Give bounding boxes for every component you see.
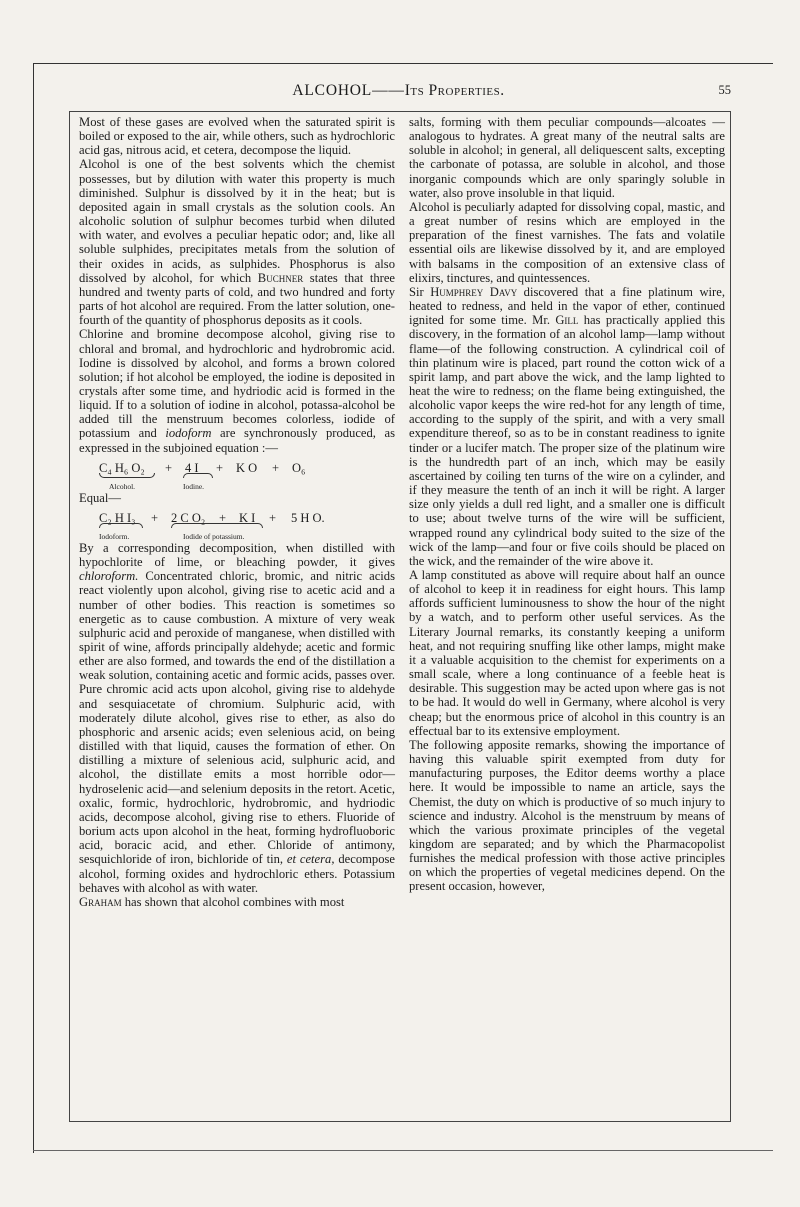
running-header [66,80,731,104]
right-column [409,115,725,894]
eq1-caption-1: Alcohol. [109,481,136,491]
left-p4-italic-2: et cetera, [286,852,335,867]
page-number: 55 [718,83,731,97]
page-border-top [33,63,773,64]
eq2-brace-1 [99,523,143,528]
right-p3-text-c: has practically applied this discovery, in the formation of an alcohol lamp—lamp without flame—of the following construction. A cylindrical coil of thin platinum wire is placed, part round the cotton wick of a spirit lamp, and part above the wick, and the lamp lighted to heat the wire to redness; on the flame being extinguished, the alcoholic vapor keeps the wire red-hot for any length of time, according to the supply of the spirit, and with a very small expenditure thereof, so as to be in constant readiness to ignite tinder or a lucifer match. The proper size of the platinum wire is the hundredth part of an inch, which may be easily ascertained by coiling ten turns of the wire on a cylinder, and if they measure the tenth of an inch it will be right. A larger size only yields a dull red light, and a smaller one is difficult to use; about twelve turns of the wire will be sufficient, wrapped round any cylindrical body suited to the size of the wick of the lamp—and four or five coils should be placed on the wick, and the remainder of the wire above it. [409,313,725,568]
right-p3-name-2: Gill [555,313,579,328]
eq2-plus-3: + [269,510,277,525]
left-paragraph-5 [79,895,395,909]
equal-label: Equal— [79,490,121,505]
right-paragraph-1: salts, forming with them peculiar compounds—alcoates —analogous to hydrates. A great many of the neutral salts are soluble in alcohol; in general, all deliquescent salts, excepting the carbonate of potassa, are soluble in alcohol, and those inorganic compounds which are only sparingly soluble in water, also prove insoluble in that liquid. [409,115,725,200]
eq1-plus-2: + [216,460,224,475]
right-p3-text-b: discovered that a fine platinum wire, heated to redness, and held in the vapor of ether, continued ignited for some time. Mr. [409,284,725,328]
left-p4-text-a: By a corresponding decomposition, when distilled with hypochlorite of lime, or bleaching powder, it gives [79,540,395,570]
right-paragraph-2: Alcohol is peculiarly adapted for dissolving copal, mastic, and a great number of resins which are employed in the preparation of the finest varnishes. The fats and volatile essential oils are likewise dissolved by it, and are employed with balsams in the composition of an extensive class of elixirs, tinctures, and quintessences. [409,199,725,285]
eq1-brace-1 [99,473,155,478]
running-title-dash: —— [372,82,405,99]
running-title [66,82,731,100]
page-border-bottom [33,1150,773,1151]
eq2-term-3: K I [239,510,256,525]
left-p3-text-a: Chlorine and bromine decompose alcohol, giving rise to chloral and bromal, and hydrochloric and hydrobromic acid. Iodine is dissolved by alcohol, and forms a brown colored solution; if hot alcohol be employed, the iodine is deposited in crystals after some time, and hydriodic acid is formed in the liquid. If to a solution of iodine in alcohol, potassa-alcohol be added till the menstruum becomes colorless, iodide of potassium and [79,327,395,441]
right-p3-name-1: Humphrey Davy [430,284,518,299]
equation-1 [79,461,395,489]
left-paragraph-3 [79,327,395,454]
left-paragraph-1: Most of these gases are evolved when the saturated spirit is boiled or exposed to the air, while others, such as hydrochloric acid gas, nitrous acid, et cetera, decompose the liquid. [79,115,395,158]
eq2-plus-2: + [219,510,227,525]
right-paragraph-3 [409,285,725,568]
running-title-main: ALCOHOL [292,82,373,99]
left-p2-text-b: states that three hundred and twenty parts of cold, and two hundred and forty parts of hot alcohol are required. From the latter solution, one-fourth of the quantity of phosphorus deposits as it cools. [79,270,395,328]
eq2-term-2: 2 C O₂ [171,510,206,525]
eq2-brace-2 [171,523,263,528]
left-p5-text: has shown that alcohol combines with most [121,894,345,909]
running-title-sub: Its Properties. [404,82,505,99]
left-paragraph-4 [79,541,395,895]
right-p3-text-a: Sir [409,284,431,299]
equation-2 [79,511,395,539]
left-p2-text-a: Alcohol is one of the best solvents which the chemist possesses, but by dilution with water this property is much diminished. Sulphur is dissolved by it in the heat; but is deposited again in small crystals as the solution cools. An alcoholic solution of sulphur becomes turbid when diluted with water, and evolves a peculiar hepatic odor; and, like all soluble sulphides, precipitates metals from the solution of their oxides in acids, as sulphides. Phosphorus is also dissolved by alcohol, for which [79,157,395,285]
eq2-caption-2: Iodide of potassium. [183,531,245,541]
left-paragraph-2 [79,157,395,327]
eq1-term-4: O₆ [292,460,306,475]
eq1-term-2: 4 I [185,460,199,475]
left-p4-italic: chloroform. [79,569,139,584]
left-p3-italic: iodoform [165,426,212,441]
left-column [79,115,395,909]
left-p3-text-b: are synchronously produced, as expressed in the subjoined equation :— [79,426,395,455]
eq1-caption-2: Iodine. [183,481,205,491]
eq2-term-4: 5 H O. [291,510,325,525]
eq2-term-1: C₂ H I₃ [99,510,136,525]
right-paragraph-4: A lamp constituted as above will require about half an ounce of alcohol to keep it in readiness for eight hours. This lamp affords sufficient luminousness to show the hour of the night by a watch, and to perform other useful services. As the Literary Journal remarks, its constantly keeping a uniform heat, and not requiring snuffing like other lamps, might make it a valuable acquisition to the chemist for experiments on a small scale, where a long continuance of a feeble heat is desirable. This suggestion may be acted upon where gas is not to be had. It would do well in Germany, where alcohol is very cheap; but the enormous price of alcohol in this country is an effectual bar to its extensive employment. [409,568,725,738]
left-p5-name: Graham [79,894,122,909]
left-p2-name: Buchner [257,270,304,285]
eq1-brace-2 [183,473,213,478]
eq1-term-1: C₄ H₆ O₂ [99,460,145,475]
page-border-left [33,63,34,1153]
left-p4-text-b: Concentrated chloric, bromic, and nitric acids react violently upon alcohol, giving rise to acetic acid and a number of other bodies. This reaction is sometimes so energetic as to cause combustion. A mixture of very weak sulphuric acid and peroxide of manganese, when distilled with spirit of wine, affords principally aldehyde; acetic and formic ether are also formed, and towards the end of the distillation a weak solution, containing acetic and formic acids, passes over. Pure chromic acid acts upon alcohol, giving rise to aldehyde and sesquiacetate of chromium. Sulphuric acid, with moderately dilute alcohol, gives rise to ether, as also do phosphoric and arsenic acids; even selenious acid, on being distilled with that liquid, causes the formation of ether. On distilling a mixture of selenious acid, sulphuric acid, and alcohol, the distillate emits a most horrible odor—hydroselenic acid—and selenium deposits in the retort. Acetic, oxalic, formic, hydrochloric, hydrobromic, and hydriodic acids, decompose alcohol, giving rise to ethers. Fluoride of borium acts upon alcohol in the heat, forming hydrofluoboric acid, boracic acid, and ether. Chloride of antimony, sesquichloride of iron, bichloride of tin, [79,569,395,867]
text-frame [69,111,731,1122]
eq2-caption-1: Iodoform. [99,531,130,541]
right-paragraph-5: The following apposite remarks, showing the importance of having this valuable spirit exempted from duty for manufacturing purposes, the Editor deems worthy a place here. It would be impossible to name an article, says the Chemist, the duty on which is productive of so much injury to science and industry. Alcohol is the menstruum by means of which the various proximate principles of the vegetal kingdom are separated; and by which the Pharmacopolist furnishes the medical profession with those active principles on which the properties of vegetal medicines depend. On the present occasion, however, [409,737,725,894]
eq1-plus-3: + [272,460,280,475]
left-p4-text-c: decompose alcohol, forming oxides and hydrochloric ethers. Potassium behaves with alcohol as with water. [79,852,395,895]
eq1-term-3: K O [236,460,258,475]
eq1-plus-1: + [165,460,173,475]
eq2-plus-1: + [151,510,159,525]
